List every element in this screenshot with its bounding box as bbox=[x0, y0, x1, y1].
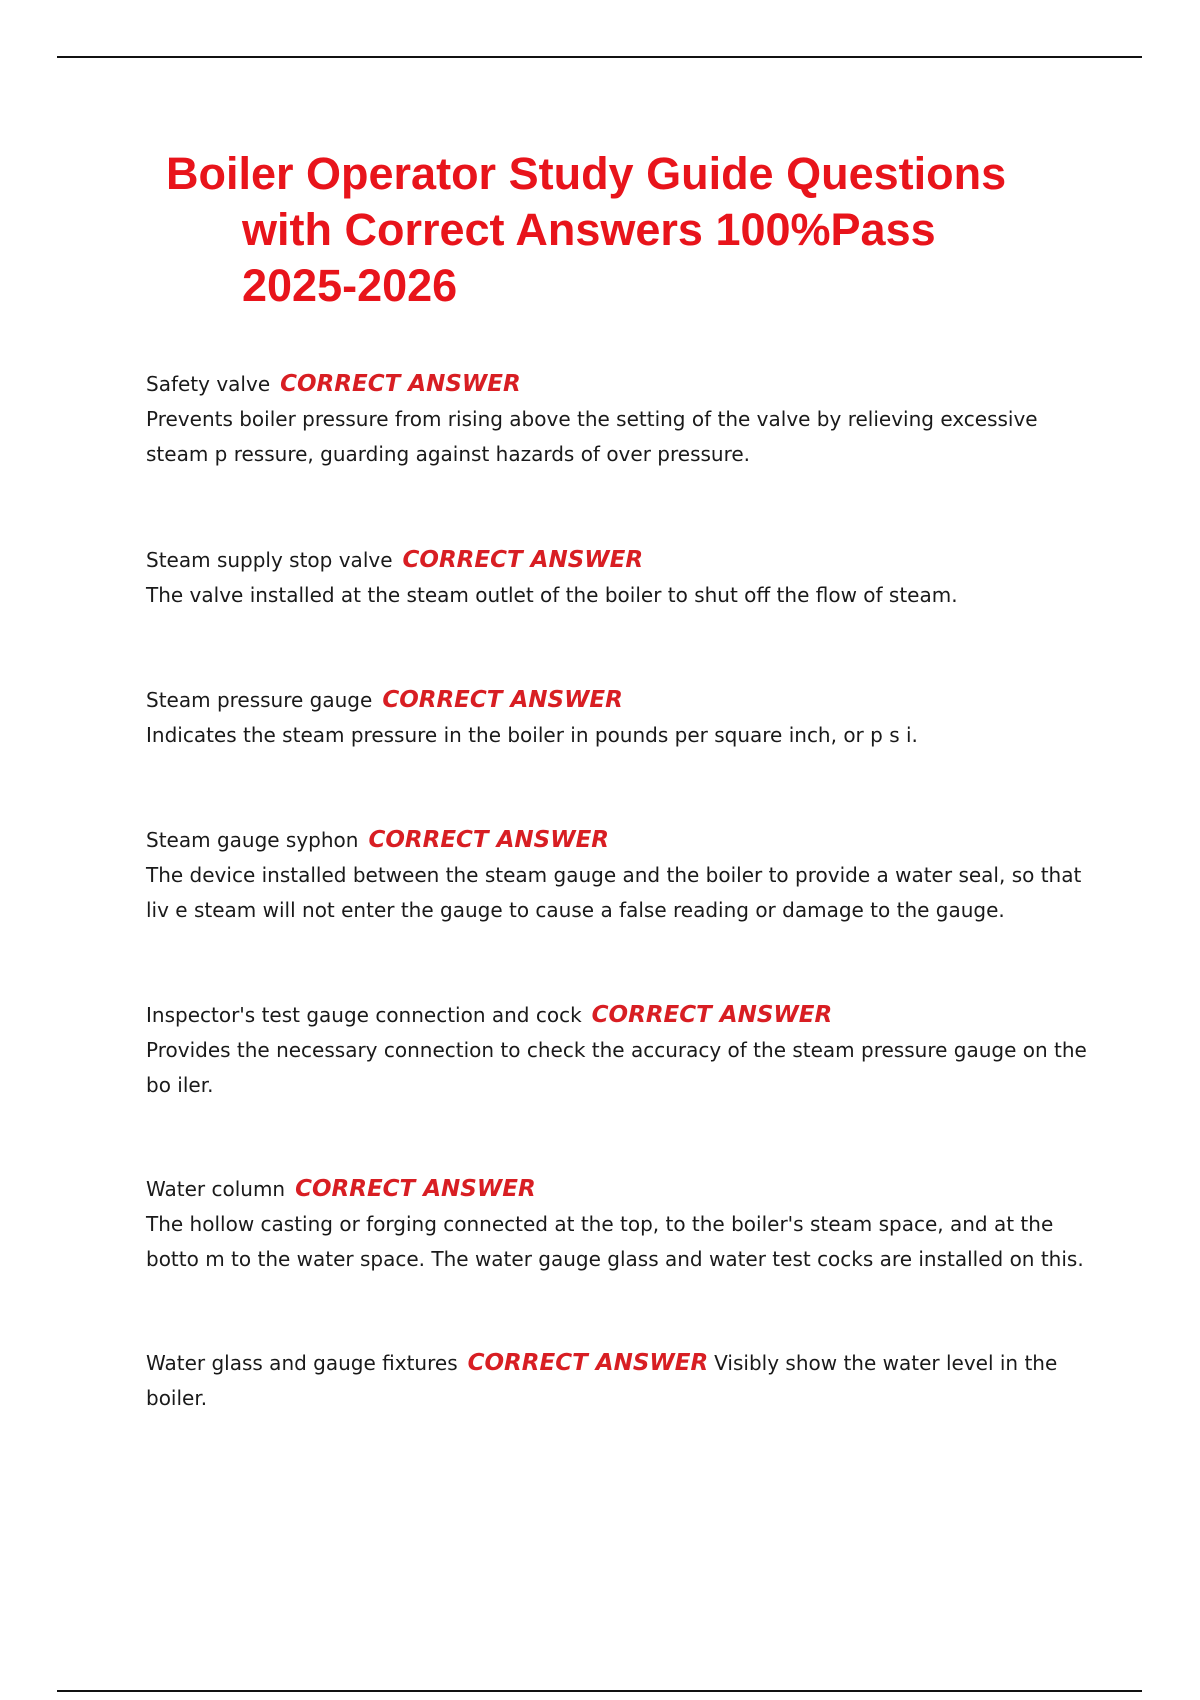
entry-definition: Prevents boiler pressure from rising above the setting of the valve by relieving excessive steam p ressure, guarding against hazards of over pressure. bbox=[146, 407, 1038, 466]
qa-entry-water-column bbox=[146, 1172, 1096, 1277]
correct-answer-label: CORRECT ANSWER bbox=[402, 547, 644, 573]
entry-definition: The hollow casting or forging connected at the top, to the boiler's steam space, and at the botto m to the water space. The water gauge glass and water test cocks are installed on this. bbox=[146, 1212, 1084, 1271]
correct-answer-label: CORRECT ANSWER bbox=[382, 687, 623, 713]
entry-term: Steam gauge syphon bbox=[146, 828, 359, 852]
qa-entry-steam-pressure-gauge bbox=[146, 683, 1096, 753]
qa-entry-steam-supply-stop-valve bbox=[146, 543, 1096, 613]
correct-answer-label: CORRECT ANSWER bbox=[467, 1350, 709, 1376]
entry-term: Water glass and gauge fixtures bbox=[146, 1351, 458, 1375]
qa-entry-safety-valve bbox=[146, 367, 1096, 472]
entry-term: Water column bbox=[146, 1177, 286, 1201]
entry-term: Inspector's test gauge connection and cock bbox=[146, 1003, 582, 1027]
entry-definition: The valve installed at the steam outlet of the boiler to shut off the flow of steam. bbox=[146, 583, 958, 607]
correct-answer-label: CORRECT ANSWER bbox=[280, 371, 521, 397]
entry-term: Safety valve bbox=[146, 372, 271, 396]
qa-entry-steam-gauge-syphon bbox=[146, 823, 1096, 928]
correct-answer-label: CORRECT ANSWER bbox=[295, 1176, 536, 1202]
entry-term: Steam pressure gauge bbox=[146, 688, 373, 712]
title-line-2: with Correct Answers 100%Pass bbox=[242, 204, 936, 255]
top-rule bbox=[57, 56, 1142, 58]
correct-answer-label: CORRECT ANSWER bbox=[368, 827, 610, 853]
title-line-3: 2025-2026 bbox=[242, 260, 458, 311]
entry-definition: Indicates the steam pressure in the boiler in pounds per square inch, or p s i. bbox=[146, 723, 918, 747]
correct-answer-label: CORRECT ANSWER bbox=[591, 1002, 833, 1028]
qa-entry-inspectors-test-gauge bbox=[146, 998, 1096, 1103]
qa-entry-water-glass-and-gauge-fixtures bbox=[146, 1346, 1096, 1416]
title-line-1: Boiler Operator Study Guide Questions bbox=[166, 148, 1007, 199]
entry-definition: Visibly show the water level in the boiler. bbox=[146, 1351, 1058, 1410]
bottom-rule bbox=[57, 1690, 1142, 1692]
entry-definition: The device installed between the steam gauge and the boiler to provide a water seal, so that liv e steam will not enter the gauge to cause a false reading or damage to the gauge. bbox=[146, 863, 1082, 922]
document-title bbox=[150, 146, 1090, 314]
entry-definition: Provides the necessary connection to check the accuracy of the steam pressure gauge on the bo iler. bbox=[146, 1038, 1087, 1097]
entry-term: Steam supply stop valve bbox=[146, 548, 393, 572]
